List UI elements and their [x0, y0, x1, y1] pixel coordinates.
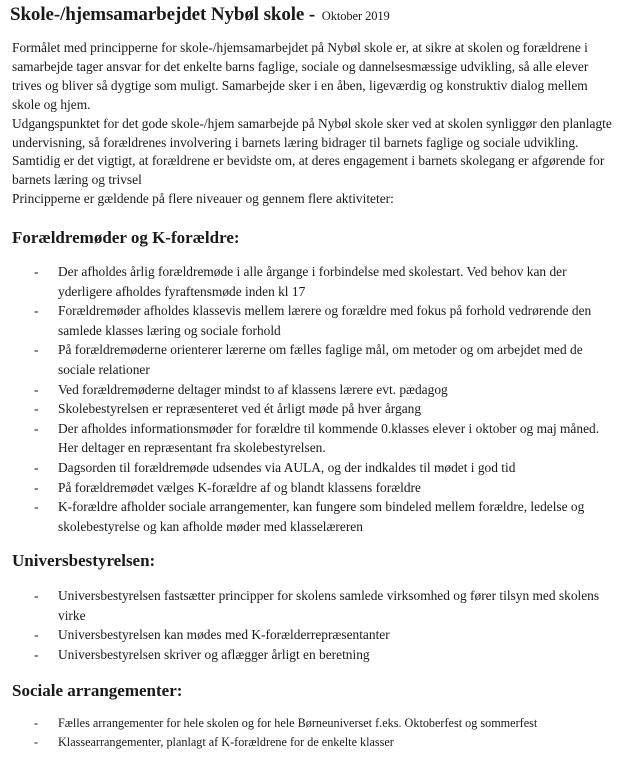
list-item: - Ved forældremøderne deltager mindst to af klassens lærere evt. pædagog	[0, 380, 600, 400]
list-item: - Universbestyrelsen fastsætter principper for skolens samlede virksomhed og fører tilsyn med skolens virke	[0, 586, 600, 625]
intro-paragraph: Principperne er gældende på flere niveauer og gennem flere aktiviteter:	[12, 191, 394, 207]
list-item: - Universbestyrelsen skriver og aflægger årligt en beretning	[0, 645, 600, 665]
intro-section	[12, 39, 617, 209]
intro-paragraph: Udgangspunktet for det gode skole-/hjem samarbejde på Nybøl skole sker ved at skolen synliggør den planlagte undervisning, så forældrenes involvering i barnets læring bidrager til barnets faglige og sociale udvikling. Samtidig er det vigtigt, at forældrene er bevidste om, at deres engagement i barnets skolegang er afgørende for barnets læring og trivsel	[12, 115, 612, 188]
list-universbestyrelsen	[0, 586, 600, 664]
section-heading-foraeldremoeder: Forældremøder og K-forældre:	[12, 228, 240, 247]
intro-paragraph: Formålet med principperne for skole-/hjemsamarbejdet på Nybøl skole er, at sikre at skolen og forældrene i samarbejde tager ansvar for det enkelte barns faglige, sociale og dannelsesmæssige udvikling, så alle elever trives og bliver så dygtige som muligt. Samarbejde sker i en åben, ligeværdig og konstruktiv dialog mellem skole og hjem.	[12, 40, 589, 112]
list-item: - Fælles arrangementer for hele skolen og for hele Børneuniverset f.eks. Oktoberfest og sommerfest	[0, 714, 600, 733]
title-date: Oktober 2019	[321, 9, 390, 23]
list-item: - Der afholdes informationsmøder for forældre til kommende 0.klasses elever i oktober og maj måned. Her deltager en repræsentant fra skolebestyrelsen.	[0, 419, 600, 458]
list-item: - Der afholdes årlig forældremøde i alle årgange i forbindelse med skolestart. Ved behov kan der yderligere afholdes fyraftensmøde inden kl 17	[0, 262, 600, 301]
list-item: - K-forældre afholder sociale arrangementer, kan fungere som bindeled mellem forældre, ledelse og skolebestyrelse og kan afholde møder med klasselæreren	[0, 497, 600, 536]
list-item: - Forældremøder afholdes klassevis mellem lærere og forældre med fokus på forhold vedrørende den samlede klasses læring og sociale forhold	[0, 301, 600, 340]
document-title	[10, 4, 390, 26]
list-item: - Skolebestyrelsen er repræsenteret ved ét årligt møde på hver årgang	[0, 399, 600, 419]
list-item: - Dagsorden til forældremøde udsendes via AULA, og der indkaldes til mødet i god tid	[0, 458, 600, 478]
list-item: - På forældremødet vælges K-forældre af og blandt klassens forældre	[0, 478, 600, 498]
list-sociale-arrangementer	[0, 714, 600, 752]
list-item: - Universbestyrelsen kan mødes med K-forælderrepræsentanter	[0, 625, 600, 645]
list-item: - Klassearrangementer, planlagt af K-forældrene for de enkelte klasser	[0, 733, 600, 752]
list-item: - På forældremøderne orienterer lærerne om fælles faglige mål, om metoder og om arbejdet med de sociale relationer	[0, 340, 600, 379]
title-text: Skole-/hjemsamarbejdet Nybøl skole -	[10, 4, 316, 25]
section-heading-universbestyrelsen: Universbestyrelsen:	[12, 551, 156, 570]
section-heading-sociale-arrangementer: Sociale arrangementer:	[12, 681, 183, 700]
list-foraeldremoeder	[0, 262, 600, 536]
